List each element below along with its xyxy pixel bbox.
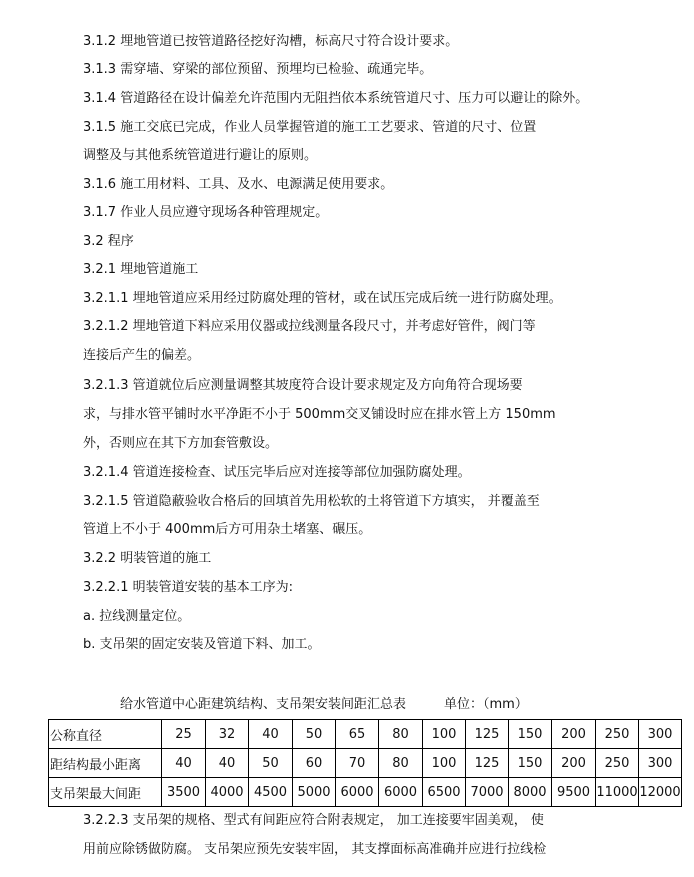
table-cell: 150 (509, 749, 552, 778)
spacing-table (48, 719, 682, 807)
paragraph: 3.1.2 埋地管道已按管道路径挖好沟槽，标高尺寸符合设计要求。 (83, 34, 459, 49)
paragraph-continuation: 外，否则应在其下方加套管敷设。 (83, 436, 279, 451)
table-cell: 300 (639, 720, 682, 749)
table-cell: 5000 (293, 778, 336, 807)
table-unit: 单位：（mm） (444, 697, 528, 712)
row-header: 支吊架最大间距 (49, 778, 162, 807)
paragraph: 3.1.3 需穿墙、穿梁的部位预留、预埋均已检验、疏通完毕。 (83, 62, 433, 77)
table-cell: 4000 (206, 778, 249, 807)
paragraph: 3.2.1.1 埋地管道应采用经过防腐处理的管材，或在试压完成后统一进行防腐处理。 (83, 291, 562, 306)
table-caption (120, 696, 528, 714)
table-cell: 150 (509, 720, 552, 749)
table-cell: 6000 (336, 778, 379, 807)
table-cell: 80 (379, 720, 423, 749)
table-cell: 250 (596, 749, 639, 778)
table-cell: 250 (596, 720, 639, 749)
paragraph: 3.1.6 施工用材料、工具、及水、电源满足使用要求。 (83, 177, 394, 192)
table-cell: 40 (249, 720, 293, 749)
table-cell: 8000 (509, 778, 552, 807)
table-cell: 6000 (379, 778, 423, 807)
table-cell: 25 (162, 720, 206, 749)
table-cell: 50 (293, 720, 336, 749)
table-cell: 65 (336, 720, 379, 749)
table-cell: 3500 (162, 778, 206, 807)
table-cell: 40 (206, 749, 249, 778)
paragraph-continuation: 调整及与其他系统管道进行避让的原则。 (83, 148, 318, 163)
table-cell: 200 (552, 720, 596, 749)
paragraph: 3.2.1.2 埋地管道下料应采用仪器或拉线测量各段尺寸，并考虑好管件，阀门等 (83, 319, 536, 334)
paragraph: 3.1.4 管道路径在设计偏差允许范围内无阻挡依本系统管道尺寸、压力可以避让的除外。 (83, 91, 589, 106)
list-item: a. 拉线测量定位。 (83, 609, 191, 624)
table-cell: 7000 (466, 778, 509, 807)
paragraph-continuation: 连接后产生的偏差。 (83, 348, 201, 363)
paragraph: 3.1.7 作业人员应遵守现场各种管理规定。 (83, 205, 329, 220)
table-cell: 80 (379, 749, 423, 778)
table-row (49, 749, 682, 778)
table-cell: 9500 (552, 778, 596, 807)
row-header: 距结构最小距离 (49, 749, 162, 778)
table-cell: 100 (423, 749, 466, 778)
table-cell: 300 (639, 749, 682, 778)
paragraph: 3.1.5 施工交底已完成，作业人员掌握管道的施工工艺要求、管道的尺寸、位置 (83, 120, 537, 135)
table-cell: 32 (206, 720, 249, 749)
section-heading: 3.2.1 埋地管道施工 (83, 262, 199, 277)
section-heading: 3.2.2 明装管道的施工 (83, 551, 212, 566)
list-item: b. 支吊架的固定安装及管道下料、加工。 (83, 637, 321, 652)
table-cell: 200 (552, 749, 596, 778)
paragraph: 3.2.1.4 管道连接检查、试压完毕后应对连接等部位加强防腐处理。 (83, 465, 471, 480)
table-title: 给水管道中心距建筑结构、支吊架安装间距汇总表 (120, 697, 407, 712)
paragraph: 3.2.1.3 管道就位后应测量调整其坡度符合设计要求规定及方向角符合现场要 (83, 378, 523, 393)
table-cell: 125 (466, 720, 509, 749)
table-cell: 12000 (639, 778, 682, 807)
table-cell: 6500 (423, 778, 466, 807)
table-row (49, 720, 682, 749)
table-cell: 60 (293, 749, 336, 778)
section-heading: 3.2 程序 (83, 234, 134, 249)
table-row (49, 778, 682, 807)
paragraph: 3.2.1.5 管道隐蔽验收合格后的回填首先用松软的土将管道下方填实， 并覆盖至 (83, 494, 540, 509)
paragraph-continuation: 求，与排水管平铺时水平净距不小于 500mm交叉铺设时应在排水管上方 150mm (83, 407, 556, 422)
table-cell: 125 (466, 749, 509, 778)
table-cell: 4500 (249, 778, 293, 807)
table-cell: 50 (249, 749, 293, 778)
paragraph: 3.2.2.1 明装管道安装的基本工序为: (83, 580, 293, 595)
paragraph: 3.2.2.3 支吊架的规格、型式有间距应符合附表规定， 加工连接要牢固美观， 使 (83, 813, 544, 828)
table-cell: 11000 (596, 778, 639, 807)
paragraph-continuation: 用前应除锈做防腐。 支吊架应预先安装牢固， 其支撑面标高准确并应进行拉线检 (83, 842, 547, 857)
table-cell: 100 (423, 720, 466, 749)
row-header: 公称直径 (49, 720, 162, 749)
paragraph-continuation: 管道上不小于 400mm后方可用杂土堵塞、碾压。 (83, 522, 372, 537)
table-cell: 40 (162, 749, 206, 778)
table-cell: 70 (336, 749, 379, 778)
